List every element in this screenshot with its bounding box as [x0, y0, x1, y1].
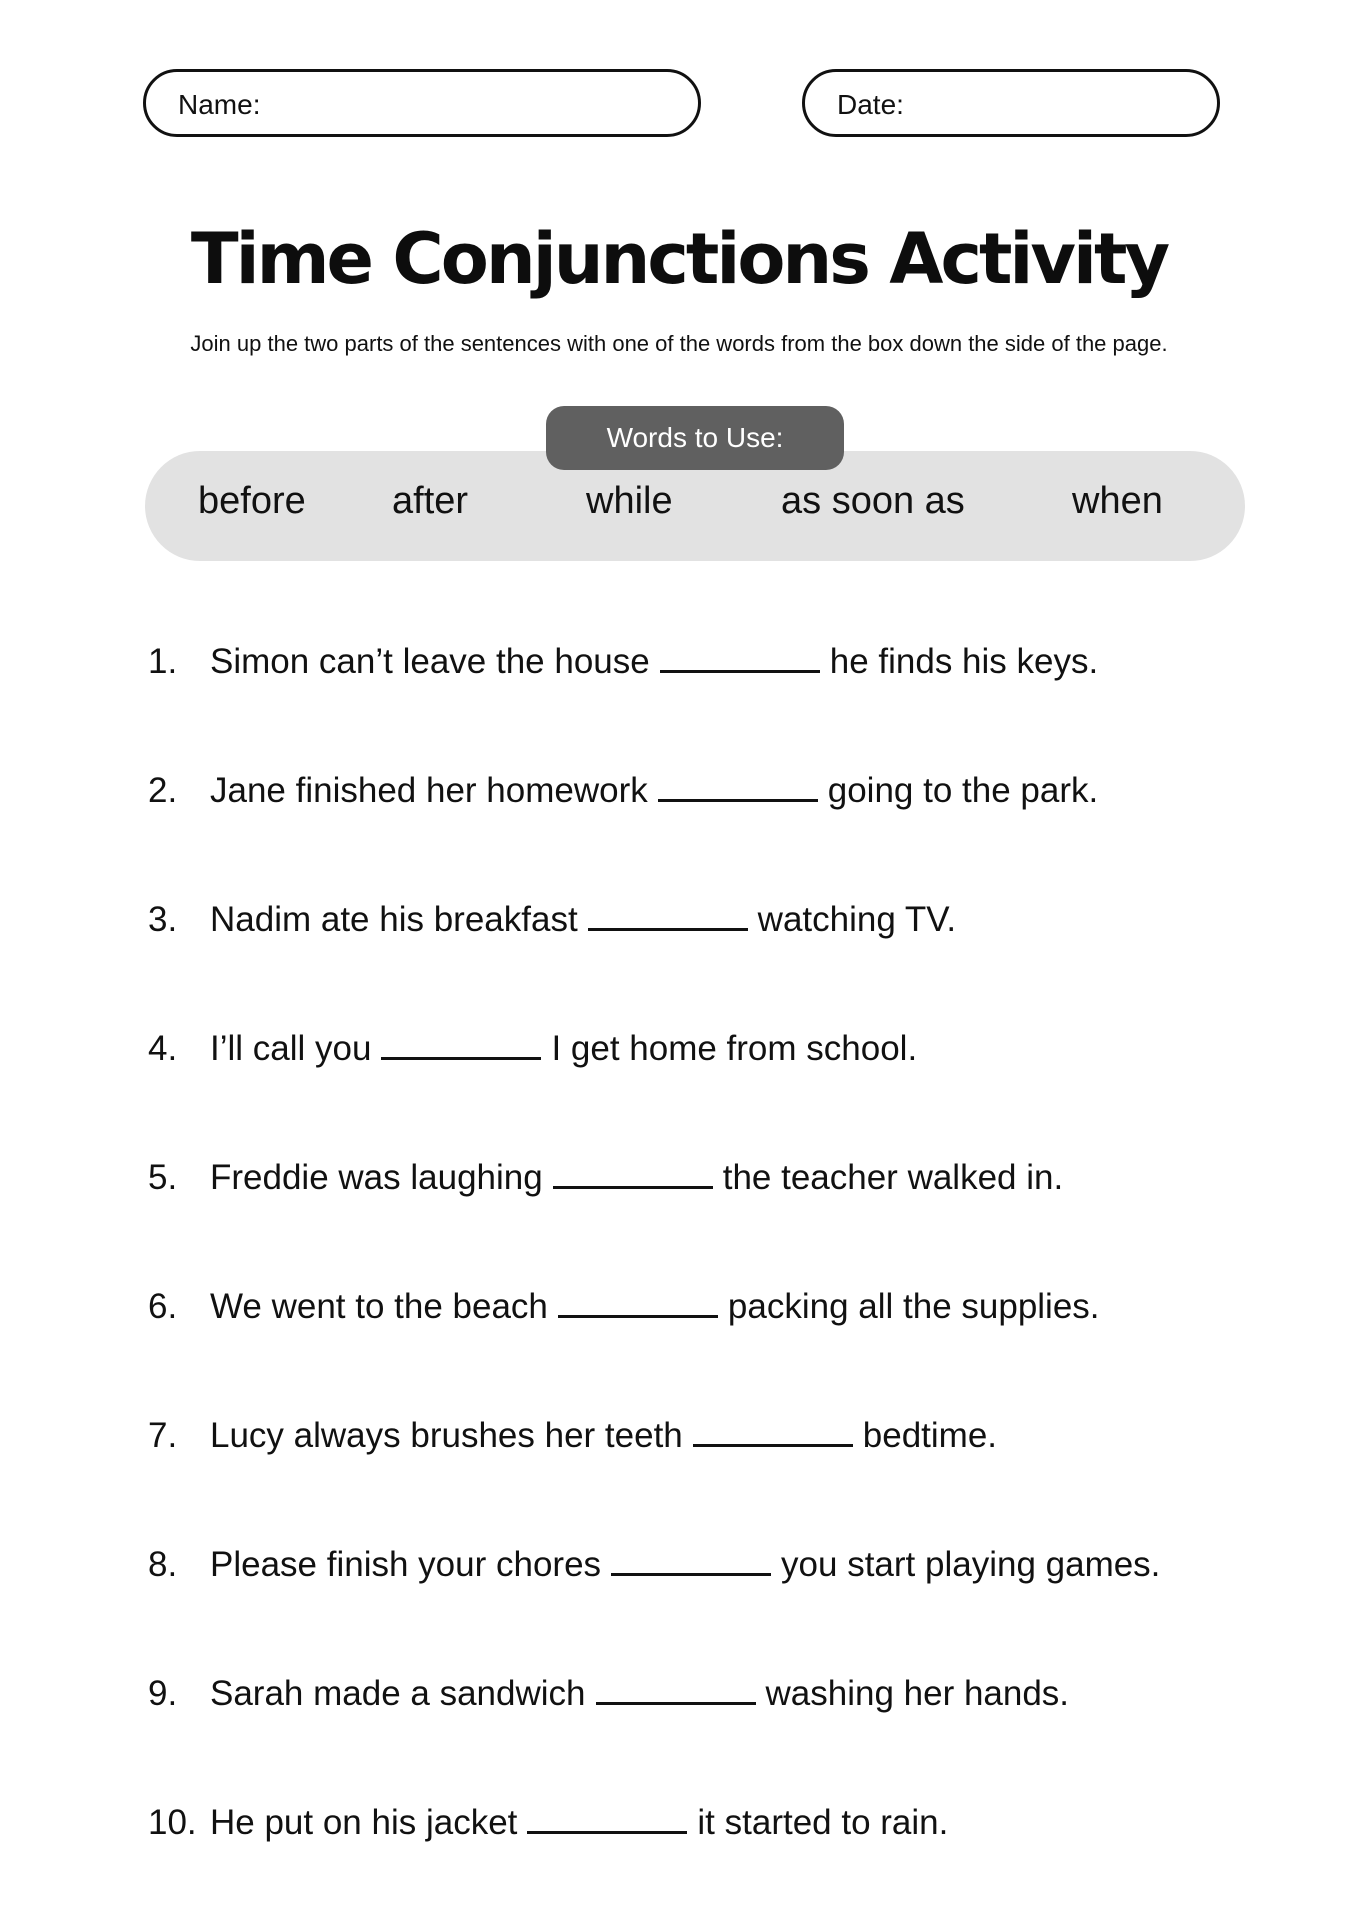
answer-blank[interactable] — [596, 1674, 756, 1705]
sentence-number: 5. — [148, 1158, 178, 1197]
answer-blank[interactable] — [527, 1803, 687, 1834]
sentence-item — [148, 1158, 1063, 1198]
sentence-end: the teacher walked in. — [722, 1158, 1064, 1197]
answer-blank[interactable] — [658, 771, 818, 802]
sentence-start: He put on his jacket — [210, 1803, 518, 1842]
sentence-item — [148, 1029, 917, 1069]
word-as-soon-as: as soon as — [781, 480, 965, 522]
sentence-item — [148, 900, 956, 940]
sentence-item — [148, 1545, 1160, 1585]
sentence-start: Freddie was laughing — [210, 1158, 543, 1197]
page-title: Time Conjunctions Activity — [190, 218, 1168, 300]
sentence-end: washing her hands. — [765, 1674, 1070, 1713]
sentence-end: bedtime. — [862, 1416, 998, 1455]
instructions: Join up the two parts of the sentences with one of the words from the box down the side of the page. — [190, 331, 1168, 356]
sentence-end: going to the park. — [827, 771, 1099, 810]
sentence-start: Sarah made a sandwich — [210, 1674, 586, 1713]
answer-blank[interactable] — [611, 1545, 771, 1576]
sentence-item — [148, 1287, 1100, 1327]
word-after: after — [392, 480, 469, 522]
sentence-number: 4. — [148, 1029, 178, 1068]
answer-blank[interactable] — [553, 1158, 713, 1189]
sentence-number: 1. — [148, 642, 178, 681]
date-label: Date: — [837, 89, 904, 120]
sentence-number: 3. — [148, 900, 178, 939]
sentence-number: 2. — [148, 771, 178, 810]
sentence-item — [148, 1803, 948, 1843]
answer-blank[interactable] — [588, 900, 748, 931]
sentence-number: 9. — [148, 1674, 178, 1713]
sentence-item — [148, 1416, 997, 1456]
sentence-item — [148, 642, 1098, 682]
sentence-start: Jane finished her homework — [210, 771, 648, 810]
word-box-heading: Words to Use: — [546, 406, 844, 470]
sentence-start: Lucy always brushes her teeth — [210, 1416, 683, 1455]
sentence-number: 7. — [148, 1416, 178, 1455]
sentence-item — [148, 1674, 1069, 1714]
sentence-number: 10. — [148, 1803, 197, 1842]
sentence-item — [148, 771, 1098, 811]
answer-blank[interactable] — [660, 642, 820, 673]
sentence-end: he finds his keys. — [829, 642, 1099, 681]
name-field[interactable] — [143, 69, 701, 137]
sentence-end: you start playing games. — [781, 1545, 1161, 1584]
word-while: while — [586, 480, 673, 522]
word-before: before — [198, 480, 306, 522]
sentence-end: watching TV. — [757, 900, 957, 939]
sentence-start: We went to the beach — [210, 1287, 548, 1326]
sentence-end: packing all the supplies. — [727, 1287, 1100, 1326]
date-field[interactable] — [802, 69, 1220, 137]
answer-blank[interactable] — [558, 1287, 718, 1318]
sentence-start: Simon can’t leave the house — [210, 642, 650, 681]
answer-blank[interactable] — [693, 1416, 853, 1447]
sentence-end: I get home from school. — [551, 1029, 918, 1068]
sentence-start: Nadim ate his breakfast — [210, 900, 578, 939]
sentence-start: Please finish your chores — [210, 1545, 602, 1584]
sentence-end: it started to rain. — [697, 1803, 949, 1842]
name-label: Name: — [178, 89, 261, 120]
sentence-start: I’ll call you — [210, 1029, 372, 1068]
sentence-number: 8. — [148, 1545, 178, 1584]
word-when: when — [1072, 480, 1163, 522]
answer-blank[interactable] — [381, 1029, 541, 1060]
sentence-number: 6. — [148, 1287, 178, 1326]
